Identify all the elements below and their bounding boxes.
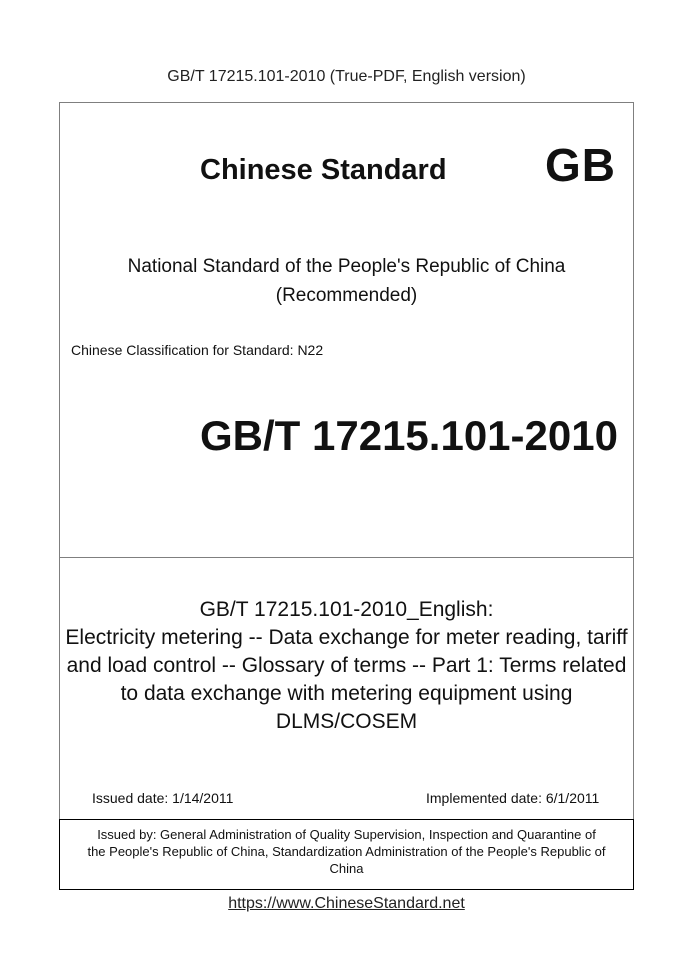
title-line-1: GB/T 17215.101-2010_English: bbox=[199, 598, 494, 621]
chinese-standard-heading: Chinese Standard bbox=[200, 154, 447, 186]
title-line-2: Electricity metering -- Data exchange for meter reading, tariff bbox=[65, 626, 628, 649]
title-line-5: DLMS/COSEM bbox=[275, 710, 418, 733]
national-standard-text bbox=[59, 252, 634, 310]
issuer-line-2: the People's Republic of China, Standardization Administration of the People's Republic of bbox=[87, 844, 606, 859]
issuer-text bbox=[60, 826, 633, 877]
issuer-line-1: Issued by: General Administration of Quality Supervision, Inspection and Quarantine of bbox=[97, 827, 596, 842]
document-title bbox=[59, 596, 634, 736]
implemented-date: Implemented date: 6/1/2011 bbox=[426, 790, 600, 806]
issuer-line-3: China bbox=[329, 861, 364, 876]
title-line-3: and load control -- Glossary of terms -- Part 1: Terms related bbox=[66, 654, 627, 677]
classification-text: Chinese Classification for Standard: N22 bbox=[71, 342, 324, 358]
issued-date: Issued date: 1/14/2011 bbox=[92, 790, 234, 806]
standard-number: GB/T 17215.101-2010 bbox=[200, 412, 618, 459]
gb-mark: GB bbox=[545, 139, 616, 191]
website-link[interactable]: https://www.ChineseStandard.net bbox=[228, 895, 465, 912]
national-line-2: (Recommended) bbox=[275, 285, 418, 306]
title-line-4: to data exchange with metering equipment using bbox=[120, 682, 573, 705]
national-line-1: National Standard of the People's Republic of China bbox=[127, 256, 566, 277]
page-header: GB/T 17215.101-2010 (True-PDF, English version) bbox=[167, 68, 526, 85]
